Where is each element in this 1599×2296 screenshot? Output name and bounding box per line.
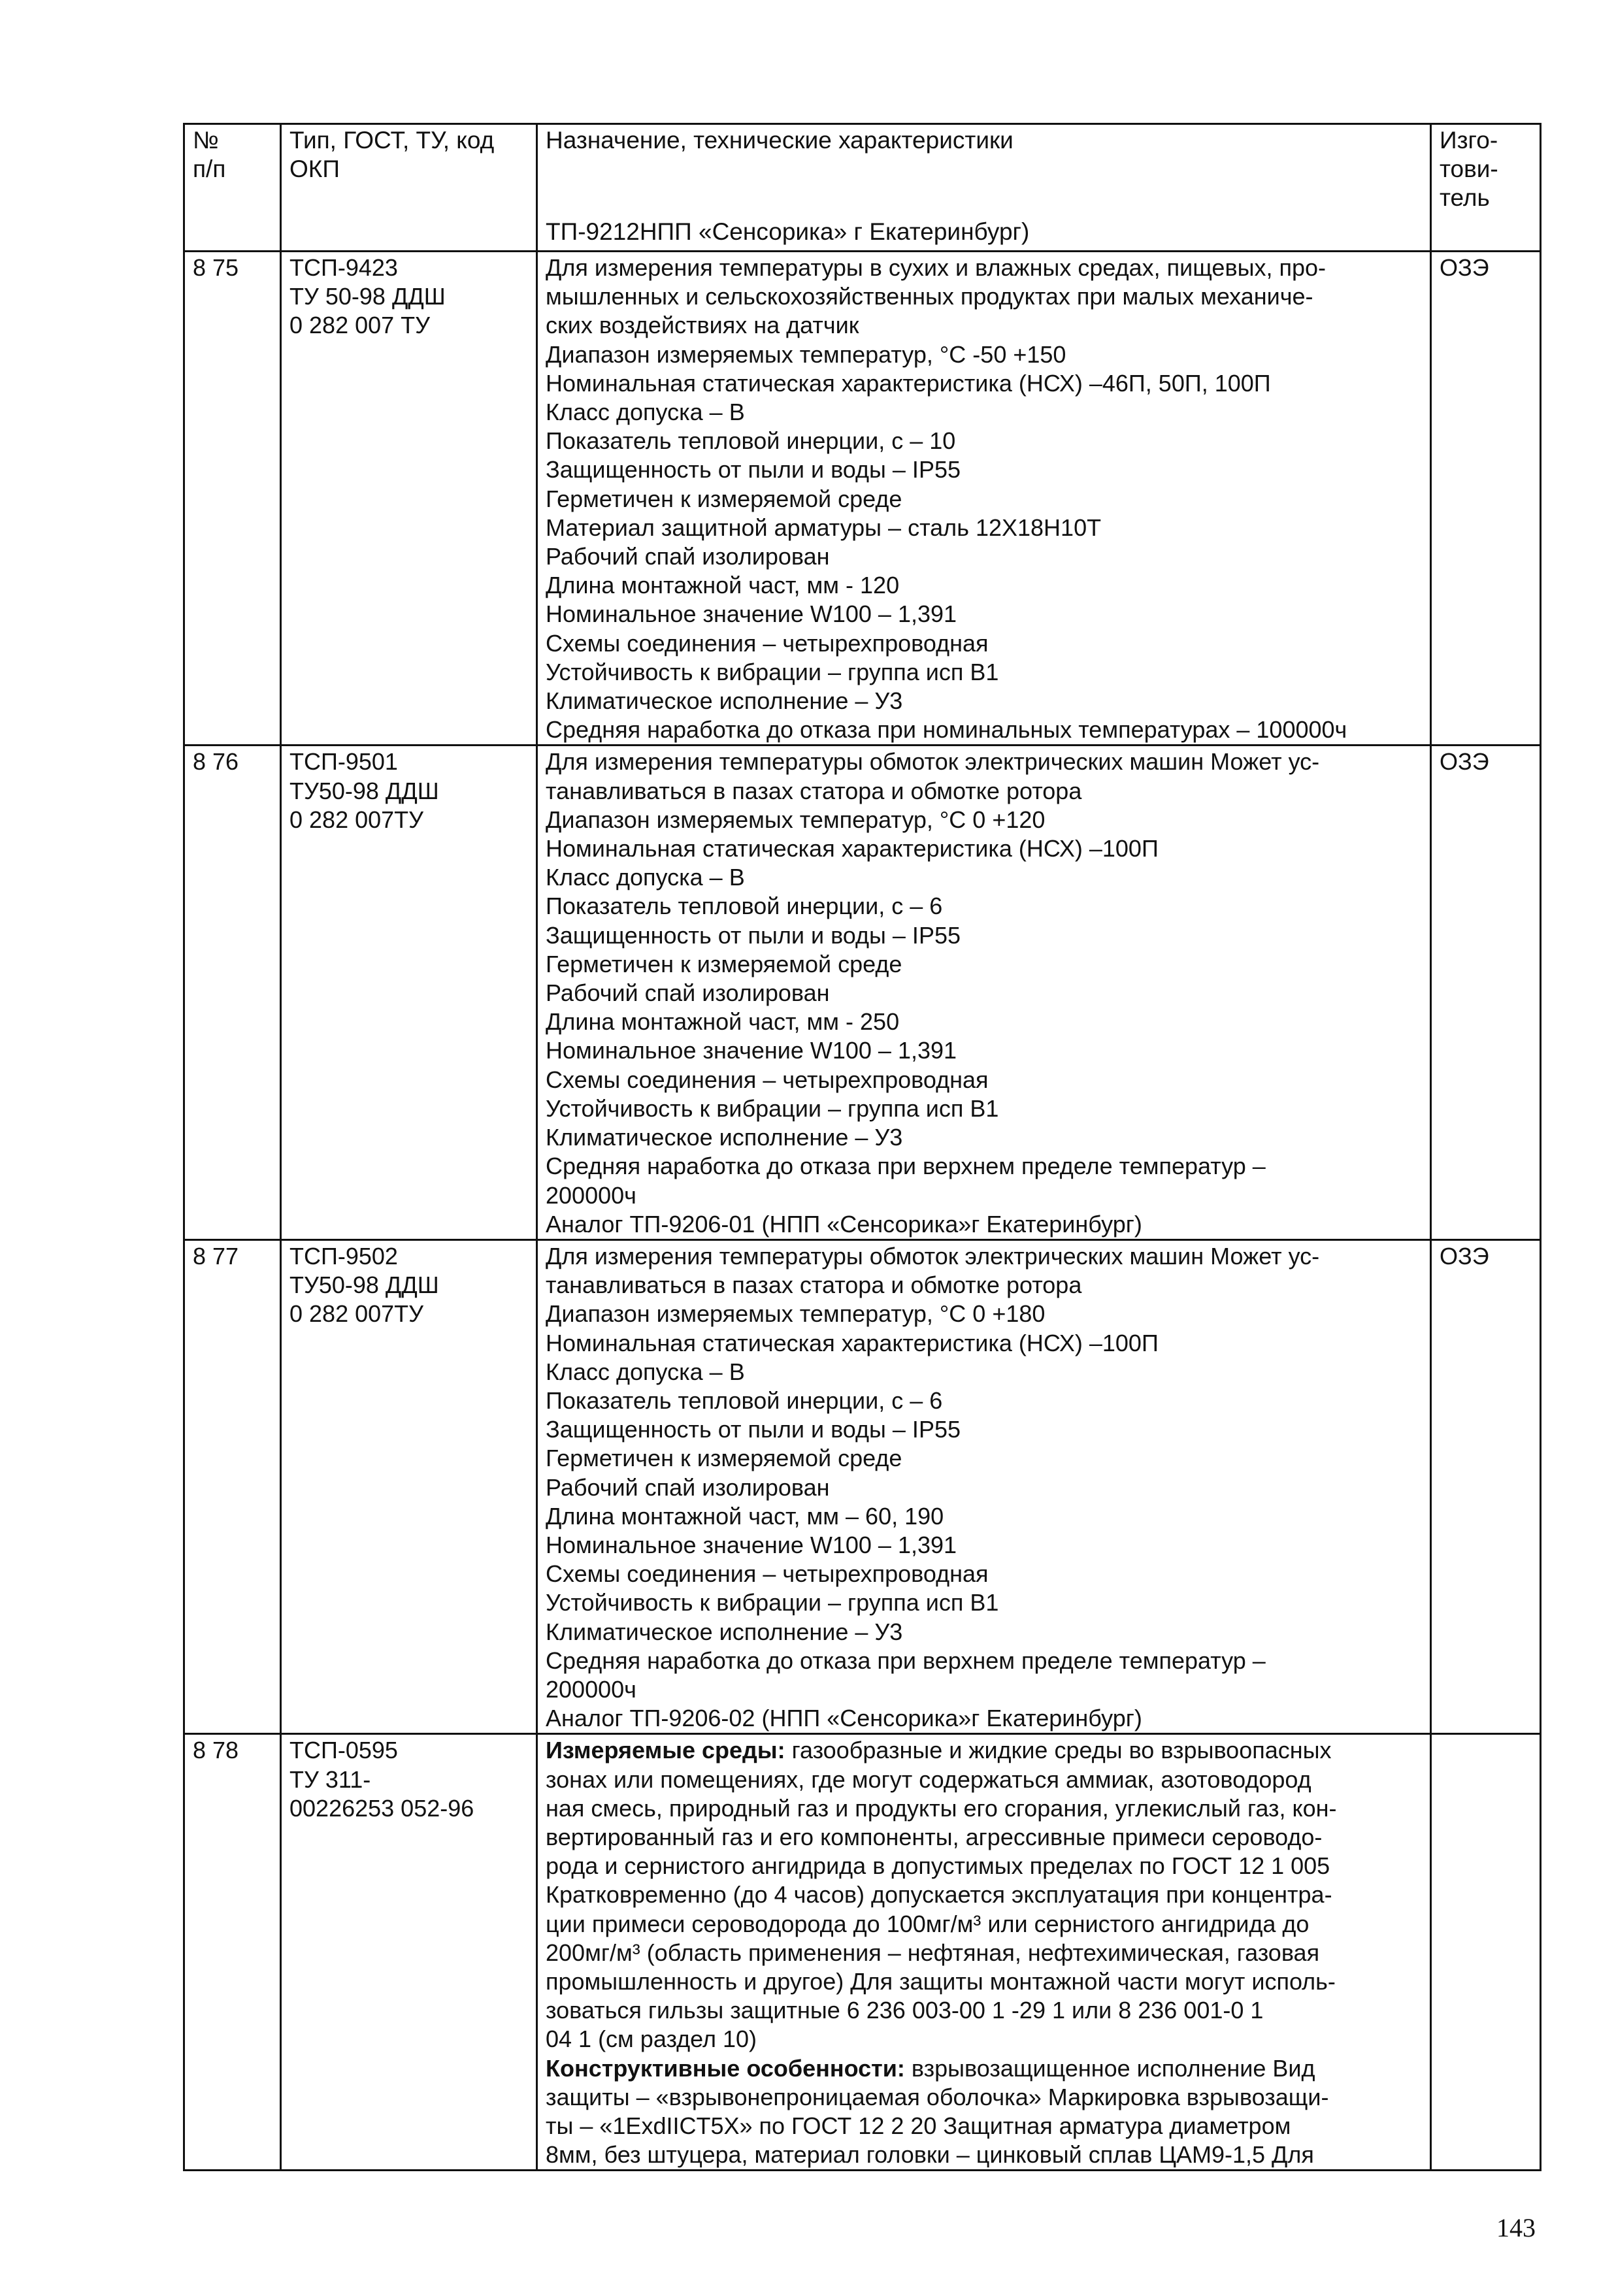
- description-line: ная смесь, природный газ и продукты его сгорания, углекислый газ, кон-: [546, 1794, 1337, 1822]
- row-number: 8 77: [184, 1239, 281, 1733]
- row-type: ТСП-9502 ТУ50-98 ДДШ 0 282 007ТУ: [281, 1239, 537, 1733]
- description-line: Диапазон измеряемых температур, °С 0 +120: [546, 806, 1046, 833]
- description-line: Климатическое исполнение – У3: [546, 1124, 903, 1151]
- header-description-title: Назначение, технические характеристики: [546, 127, 1014, 154]
- header-number: № п/п: [184, 124, 281, 252]
- description-line: Схемы соединения – четырехпроводная: [546, 629, 989, 657]
- description-line: Средняя наработка до отказа при верхнем пределе температур –: [546, 1647, 1266, 1674]
- table-row: [184, 252, 1541, 746]
- row-description: [537, 746, 1431, 1239]
- table-row: [184, 1734, 1541, 2171]
- description-line: Конструктивные особенности: взрывозащищенное исполнение Вид: [546, 2054, 1315, 2082]
- description-line: Аналог ТП-9206-01 (НПП «Сенсорика»г Екатеринбург): [546, 1210, 1142, 1238]
- header-type: Тип, ГОСТ, ТУ, код ОКП: [281, 124, 537, 252]
- description-line: Схемы соединения – четырехпроводная: [546, 1066, 989, 1093]
- description-line: Номинальное значение W100 – 1,391: [546, 1531, 957, 1558]
- description-line: Защищенность от пыли и воды – IP55: [546, 1416, 961, 1443]
- description-line: Диапазон измеряемых температур, °С 0 +180: [546, 1300, 1046, 1328]
- description-line: Устойчивость к вибрации – группа исп В1: [546, 658, 999, 685]
- description-line: танавливаться в пазах статора и обмотке ротора: [546, 1271, 1082, 1299]
- description-line: Устойчивость к вибрации – группа исп В1: [546, 1589, 999, 1616]
- row-description: [537, 1239, 1431, 1733]
- description-line: промышленность и другое) Для защиты монтажной части могут исполь-: [546, 1967, 1336, 1995]
- description-line: 04 1 (см раздел 10): [546, 2025, 757, 2053]
- description-line: Защищенность от пыли и воды – IP55: [546, 456, 961, 484]
- description-line: зонах или помещениях, где могут содержаться аммиак, азотоводород: [546, 1765, 1311, 1793]
- description-line: мышленных и сельскохозяйственных продуктах при малых механиче-: [546, 283, 1313, 310]
- description-line: 200000ч: [546, 1181, 636, 1209]
- description-line: Климатическое исполнение – У3: [546, 1618, 903, 1645]
- description-line: вертированный газ и его компоненты, агрессивные примеси сероводо-: [546, 1823, 1323, 1850]
- description-line: Для измерения температуры обмоток электрических машин Может ус-: [546, 1242, 1320, 1270]
- description-line: Класс допуска – В: [546, 399, 745, 426]
- description-line: Показатель тепловой инерции, с – 6: [546, 1386, 943, 1414]
- row-manufacturer: [1431, 1734, 1541, 2171]
- description-line: Устойчивость к вибрации – группа исп В1: [546, 1094, 999, 1122]
- description-line: ты – «1ExdIICT5X» по ГОСТ 12 2 20 Защитная арматура диаметром: [546, 2112, 1291, 2139]
- description-line: Средняя наработка до отказа при верхнем пределе температур –: [546, 1153, 1266, 1180]
- description-line: Схемы соединения – четырехпроводная: [546, 1560, 989, 1588]
- description-line: Номинальная статическая характеристика (НСХ) –100П: [546, 835, 1159, 862]
- description-line: Герметичен к измеряемой среде: [546, 950, 902, 977]
- table-row: [184, 746, 1541, 1239]
- description-line: Для измерения температуры в сухих и влажных средах, пищевых, про-: [546, 254, 1326, 281]
- description-line: Класс допуска – В: [546, 1358, 745, 1385]
- description-line: Длина монтажной част, мм - 250: [546, 1008, 900, 1036]
- row-manufacturer: ОЗЭ: [1431, 746, 1541, 1239]
- description-line: защиты – «взрывонепроницаемая оболочка» Маркировка взрывозащи-: [546, 2083, 1329, 2110]
- description-line: Средняя наработка до отказа при номинальных температурах – 100000ч: [546, 716, 1347, 744]
- description-line: Номинальная статическая характеристика (НСХ) –100П: [546, 1329, 1159, 1356]
- description-line: Номинальная статическая характеристика (НСХ) –46П, 50П, 100П: [546, 369, 1271, 397]
- description-line: 8мм, без штуцера, материал головки – цинковый сплав ЦАМ9-1,5 Для: [546, 2141, 1314, 2169]
- description-line: Номинальное значение W100 – 1,391: [546, 600, 957, 628]
- row-type: ТСП-9501 ТУ50-98 ДДШ 0 282 007ТУ: [281, 746, 537, 1239]
- row-number: 8 76: [184, 746, 281, 1239]
- table-header-row: [184, 124, 1541, 252]
- description-line: Кратковременно (до 4 часов) допускается эксплуатация при концентра-: [546, 1881, 1332, 1909]
- description-line: 200мг/м³ (область применения – нефтяная, нефтехимическая, газовая: [546, 1939, 1320, 1966]
- description-line: Герметичен к измеряемой среде: [546, 1445, 902, 1472]
- description-line: Климатическое исполнение – У3: [546, 687, 903, 715]
- description-line: Рабочий спай изолирован: [546, 1473, 830, 1501]
- description-line: Измеряемые среды: газообразные и жидкие среды во взрывоопасных: [546, 1737, 1332, 1764]
- description-line: Защищенность от пыли и воды – IP55: [546, 921, 961, 949]
- description-line: Материал защитной арматуры – сталь 12Х18Н10Т: [546, 514, 1102, 541]
- description-line: Показатель тепловой инерции, с – 10: [546, 427, 956, 455]
- description-line: 200000ч: [546, 1675, 636, 1703]
- description-line: Длина монтажной част, мм – 60, 190: [546, 1502, 944, 1530]
- description-line: Номинальное значение W100 – 1,391: [546, 1037, 957, 1064]
- description-line: Класс допуска – В: [546, 864, 745, 891]
- row-type: ТСП-0595 ТУ 311- 00226253 052-96: [281, 1734, 537, 2171]
- row-manufacturer: ОЗЭ: [1431, 252, 1541, 746]
- row-number: 8 78: [184, 1734, 281, 2171]
- row-description: [537, 1734, 1431, 2171]
- specification-table: [183, 123, 1541, 2171]
- description-line: Диапазон измеряемых температур, °С -50 +150: [546, 340, 1066, 368]
- description-line: Рабочий спай изолирован: [546, 543, 830, 570]
- description-line: Длина монтажной част, мм - 120: [546, 572, 900, 599]
- description-line: ции примеси сероводорода до 100мг/м³ или сернистого ангидрида до: [546, 1910, 1310, 1937]
- description-line: ских воздействиях на датчик: [546, 312, 859, 339]
- row-type: ТСП-9423 ТУ 50-98 ДДШ 0 282 007 ТУ: [281, 252, 537, 746]
- row-number: 8 75: [184, 252, 281, 746]
- page-number: 143: [1496, 2213, 1536, 2242]
- row-manufacturer: ОЗЭ: [1431, 1239, 1541, 1733]
- row-description: [537, 252, 1431, 746]
- description-line: танавливаться в пазах статора и обмотке ротора: [546, 777, 1082, 804]
- description-line: Для измерения температуры обмоток электрических машин Может ус-: [546, 748, 1320, 776]
- description-line: Показатель тепловой инерции, с – 6: [546, 893, 943, 920]
- header-description-note: ТП-9212НПП «Сенсорика» г Екатеринбург): [546, 218, 1030, 245]
- header-manufacturer: Изго- тови- тель: [1431, 124, 1541, 252]
- description-line: Герметичен к измеряемой среде: [546, 485, 902, 512]
- table-row: [184, 1239, 1541, 1733]
- description-line: зоваться гильзы защитные 6 236 003-00 1 -29 1 или 8 236 001-0 1: [546, 1997, 1264, 2024]
- header-description: [537, 124, 1431, 252]
- description-line: рода и сернистого ангидрида в допустимых пределах по ГОСТ 12 1 005: [546, 1852, 1330, 1880]
- description-line: Рабочий спай изолирован: [546, 979, 830, 1007]
- description-line: Аналог ТП-9206-02 (НПП «Сенсорика»г Екатеринбург): [546, 1705, 1142, 1732]
